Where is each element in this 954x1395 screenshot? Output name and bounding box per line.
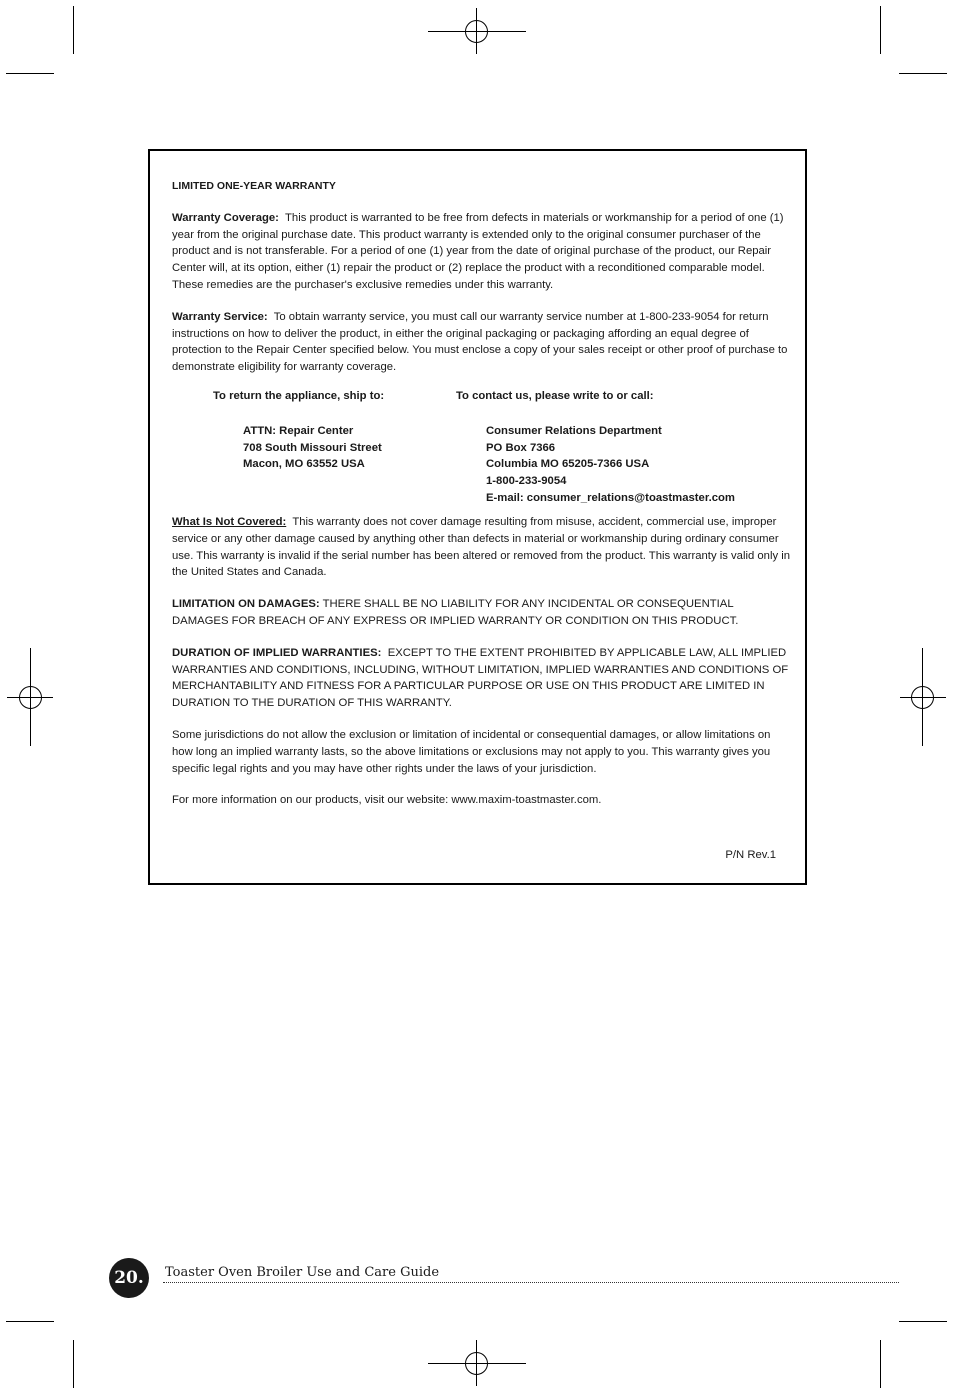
service-text: To obtain warranty service, you must call our warranty service number at 1-800-233-9054 for return instructions on how to deliver the product, in either the original packaging or packaging affording an equal degree of protection to the Repair Center specified below. You must enclose a copy of your sales receipt or other proof of purchase to demonstrate eligibility for warranty coverage.: [172, 310, 788, 374]
contact-phone: 1-800-233-9054: [486, 475, 567, 488]
not-covered-text: This warranty does not cover damage resulting from misuse, accident, commercial use, improper service or any other damage caused by anything other than defects in material or workmanship during ordinary consumer use. This warranty is invalid if the serial number has been altered or removed from the product. This warranty is valid only in the United States and Canada.: [172, 515, 791, 579]
contact-address-line: PO Box 7366: [486, 441, 556, 454]
coverage-label: Warranty Coverage:: [172, 211, 279, 224]
not-covered-label: What Is Not Covered:: [172, 515, 287, 528]
address-section: [172, 388, 792, 514]
warranty-content: [172, 178, 792, 809]
contact-address-heading: To contact us, please write to or call:: [456, 389, 654, 402]
page-footer: [109, 1258, 899, 1298]
footer-title: Toaster Oven Broiler Use and Care Guide: [165, 1265, 440, 1280]
contact-address: [456, 388, 735, 507]
page-number-badge: 20.: [109, 1258, 149, 1298]
limitation-paragraph: [172, 596, 792, 630]
warranty-box: [148, 149, 807, 885]
contact-email: E-mail: consumer_relations@toastmaster.com: [486, 491, 735, 504]
duration-label: DURATION OF IMPLIED WARRANTIES:: [172, 646, 382, 659]
service-label: Warranty Service:: [172, 310, 268, 323]
warranty-heading: LIMITED ONE-YEAR WARRANTY: [172, 180, 336, 192]
coverage-text: This product is warranted to be free from defects in materials or workmanship for a period of one (1) year from the original purchase date. This product warranty is extended only to the original consumer purchaser of the product and is not transferable. For a period of one (1) year from the date of original purchase of the product, our Repair Center will, at its option, either (1) repair the product or (2) replace the product with a reconditioned comparable model. These remedies are the purchaser's exclusive remedies under this warranty.: [172, 211, 784, 291]
duration-paragraph: [172, 645, 792, 712]
duration-text: EXCEPT TO THE EXTENT PROHIBITED BY APPLICABLE LAW, ALL IMPLIED WARRANTIES AND CONDITIONS, INCLUDING, WITHOUT LIMITATION, IMPLIED WARRANTIES AND CONDITIONS OF MERCHANTABILITY AND FITNESS FOR A PARTICULAR PURPOSE OR USE ON THIS PRODUCT ARE LIMITED IN DURATION TO THE DURATION OF THIS WARRANTY.: [172, 646, 789, 710]
return-address-line: ATTN: Repair Center: [243, 424, 354, 437]
more-info-paragraph: For more information on our products, visit our website: www.maxim-toastmaster.com.: [172, 794, 602, 807]
part-number: P/N Rev.1: [725, 849, 776, 861]
contact-address-line: Consumer Relations Department: [486, 424, 662, 437]
contact-address-line: Columbia MO 65205-7366 USA: [486, 458, 650, 471]
warranty-service-paragraph: [172, 309, 792, 376]
return-address-line: 708 South Missouri Street: [243, 441, 382, 454]
limitation-label: LIMITATION ON DAMAGES:: [172, 598, 320, 611]
limitation-text: THERE SHALL BE NO LIABILITY FOR ANY INCIDENTAL OR CONSEQUENTIAL DAMAGES FOR BREACH OF ANY EXPRESS OR IMPLIED WARRANTY OR CONDITION ON THIS PRODUCT.: [172, 598, 739, 627]
return-address-line: Macon, MO 63552 USA: [243, 458, 365, 471]
not-covered-paragraph: [172, 514, 792, 581]
warranty-coverage-paragraph: [172, 210, 792, 294]
return-address-heading: To return the appliance, ship to:: [213, 389, 385, 402]
footer-dotted-rule: [163, 1282, 899, 1283]
jurisdictions-paragraph: Some jurisdictions do not allow the exclusion or limitation of incidental or consequential damages, or allow limitations on how long an implied warranty lasts, so the above limitations or exclusions may not apply to you. This warranty gives you specific legal rights and you may have other rights under the laws of your jurisdiction.: [172, 728, 771, 775]
return-address: [213, 388, 384, 473]
